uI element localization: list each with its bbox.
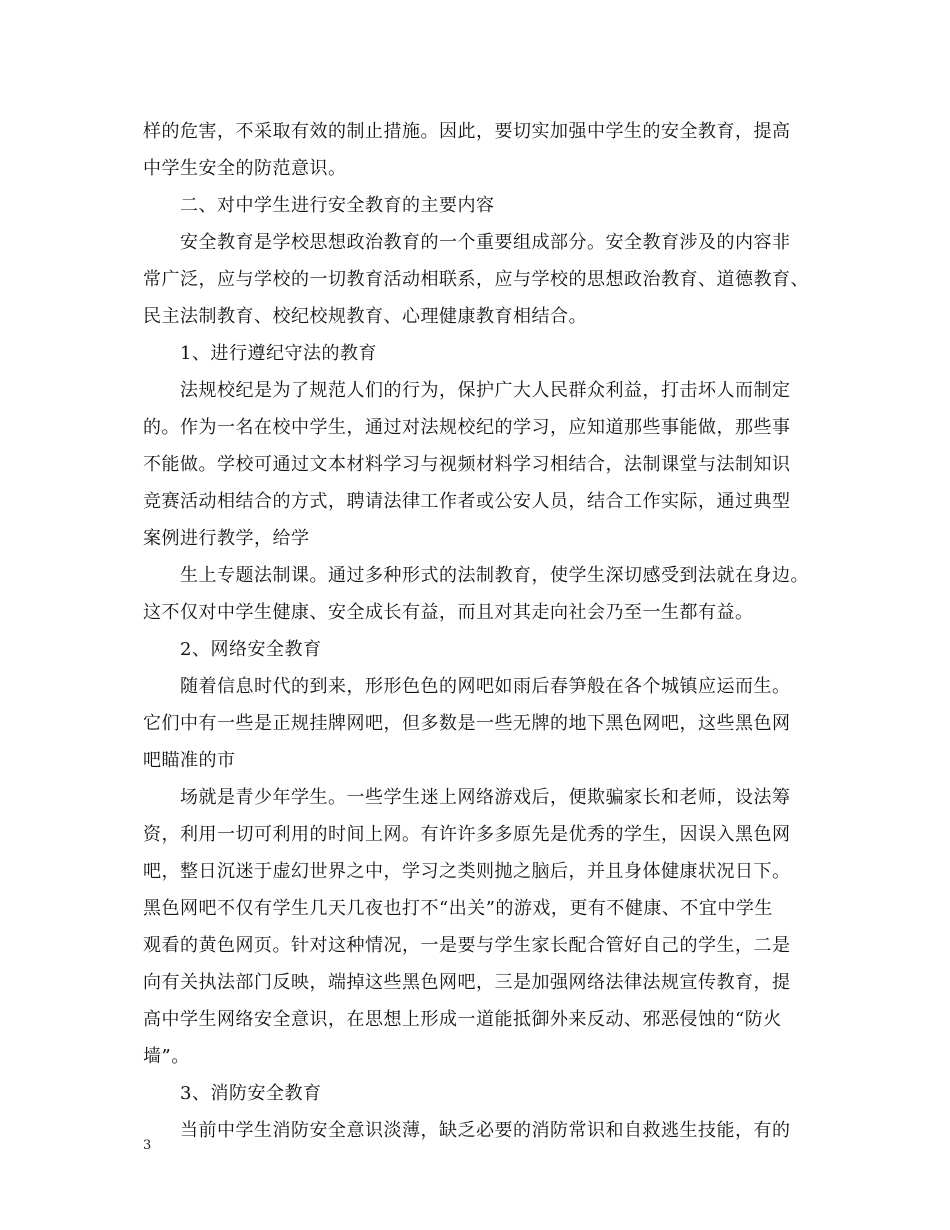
text-line: 生上专题法制课。通过多种形式的法制教育，使学生深切感受到法就在身边。 [180,565,809,586]
text-line: 墙”。 [143,1046,190,1067]
text-line: 中学生安全的防范意识。 [143,158,347,179]
text-line: 吧，整日沉迷于虚幻世界之中，学习之类则抛之脑后，并且身体健康状况日下。 [143,861,791,882]
text-line: 不能做。学校可通过文本材料学习与视频材料学习相结合，法制课堂与法制知识 [143,454,791,475]
text-line: 观看的黄色网页。针对这种情况，一是要与学生家长配合管好自己的学生，二是 [143,935,791,956]
text-line: 黑色网吧不仅有学生几天几夜也打不“出关”的游戏，更有不健康、不宜中学生 [143,898,773,919]
text-line: 的。作为一名在校中学生，通过对法规校纪的学习，应知道那些事能做，那些事 [143,417,791,438]
document-body [143,113,809,1149]
text-line: 吧瞄准的市 [143,750,236,771]
text-line: 资，利用一切可利用的时间上网。有许许多多原先是优秀的学生，因误入黑色网 [143,824,791,845]
text-line: 高中学生网络安全意识，在思想上形成一道能抵御外来反动、邪恶侵蚀的“防火 [143,1009,782,1030]
text-line: 民主法制教育、校纪校规教育、心理健康教育相结合。 [143,306,587,327]
text-line: 这不仅对中学生健康、安全成长有益，而且对其走向社会乃至一生都有益。 [143,602,754,623]
text-line: 案例进行教学，给学 [143,528,310,549]
text-line: 安全教育是学校思想政治教育的一个重要组成部分。安全教育涉及的内容非 [180,232,791,253]
text-line: 随着信息时代的到来，形形色色的网吧如雨后春笋般在各个城镇应运而生。 [180,676,791,697]
text-line: 1、进行遵纪守法的教育 [180,343,377,364]
text-line: 它们中有一些是正规挂牌网吧，但多数是一些无牌的地下黑色网吧，这些黑色网 [143,713,791,734]
page-number: 3 [143,1138,152,1153]
text-line: 2、网络安全教育 [180,639,322,660]
text-line: 当前中学生消防安全意识淡薄，缺乏必要的消防常识和自救逃生技能，有的 [180,1120,791,1141]
text-line: 常广泛，应与学校的一切教育活动相联系，应与学校的思想政治教育、道德教育、 [143,269,809,290]
text-line: 样的危害，不采取有效的制止措施。因此，要切实加强中学生的安全教育，提高 [143,121,791,142]
text-line: 二、对中学生进行安全教育的主要内容 [180,195,495,216]
text-line: 向有关执法部门反映，端掉这些黑色网吧，三是加强网络法律法规宣传教育，提 [143,972,791,993]
text-line: 3、消防安全教育 [180,1083,322,1104]
text-line: 场就是青少年学生。一些学生迷上网络游戏后，便欺骗家长和老师，设法筹 [180,787,791,808]
text-line: 法规校纪是为了规范人们的行为，保护广大人民群众利益，打击坏人而制定 [180,380,791,401]
text-line: 竞赛活动相结合的方式，聘请法律工作者或公安人员，结合工作实际，通过典型 [143,491,791,512]
